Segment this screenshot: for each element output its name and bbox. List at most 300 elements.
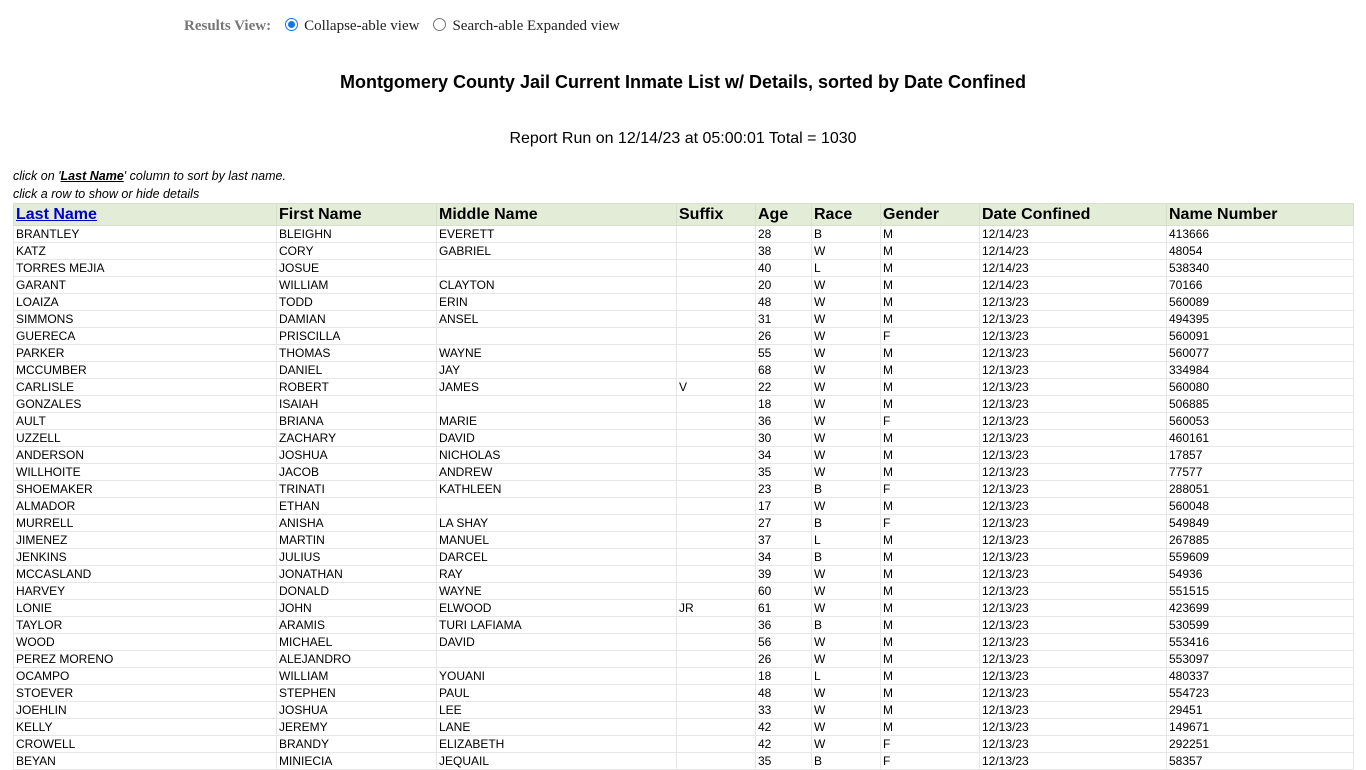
cell-date-confined: 12/14/23 (980, 226, 1167, 243)
cell-date-confined: 12/13/23 (980, 617, 1167, 634)
cell-race: W (812, 243, 881, 260)
cell-first-name: JOSHUA (277, 702, 437, 719)
cell-middle-name: YOUANI (437, 668, 677, 685)
cell-middle-name: WAYNE (437, 345, 677, 362)
cell-race: W (812, 600, 881, 617)
cell-age: 34 (756, 447, 812, 464)
table-row[interactable] (14, 362, 1354, 379)
cell-date-confined: 12/13/23 (980, 294, 1167, 311)
cell-middle-name: ANSEL (437, 311, 677, 328)
cell-age: 42 (756, 719, 812, 736)
cell-middle-name (437, 260, 677, 277)
cell-suffix (677, 362, 756, 379)
cell-gender: M (881, 498, 980, 515)
cell-name-number: 553097 (1167, 651, 1354, 668)
column-header-first-name: First Name (277, 204, 437, 226)
cell-gender: F (881, 753, 980, 770)
cell-name-number: 530599 (1167, 617, 1354, 634)
cell-last-name: MCCUMBER (14, 362, 277, 379)
cell-middle-name: RAY (437, 566, 677, 583)
cell-suffix (677, 243, 756, 260)
table-row[interactable] (14, 702, 1354, 719)
report-run-info: Report Run on 12/14/23 at 05:00:01 Total = 1030 (509, 130, 857, 147)
cell-last-name: TAYLOR (14, 617, 277, 634)
cell-first-name: TRINATI (277, 481, 437, 498)
cell-age: 42 (756, 736, 812, 753)
cell-middle-name: DARCEL (437, 549, 677, 566)
cell-age: 27 (756, 515, 812, 532)
cell-race: W (812, 413, 881, 430)
cell-age: 35 (756, 753, 812, 770)
cell-age: 18 (756, 396, 812, 413)
cell-first-name: JOHN (277, 600, 437, 617)
cell-last-name: SIMMONS (14, 311, 277, 328)
cell-gender: M (881, 566, 980, 583)
cell-first-name: ISAIAH (277, 396, 437, 413)
cell-suffix (677, 617, 756, 634)
cell-first-name: ETHAN (277, 498, 437, 515)
cell-race: W (812, 328, 881, 345)
cell-middle-name: LANE (437, 719, 677, 736)
cell-race: W (812, 702, 881, 719)
cell-gender: M (881, 311, 980, 328)
cell-age: 39 (756, 566, 812, 583)
cell-age: 68 (756, 362, 812, 379)
cell-last-name: BEYAN (14, 753, 277, 770)
cell-race: W (812, 379, 881, 396)
cell-first-name: JULIUS (277, 549, 437, 566)
cell-middle-name (437, 651, 677, 668)
cell-first-name: ROBERT (277, 379, 437, 396)
cell-date-confined: 12/13/23 (980, 345, 1167, 362)
cell-age: 26 (756, 651, 812, 668)
cell-race: W (812, 362, 881, 379)
sort-hint-suffix: ' column to sort by last name. (123, 169, 286, 183)
table-row[interactable] (14, 430, 1354, 447)
cell-middle-name: ELIZABETH (437, 736, 677, 753)
table-row[interactable] (14, 719, 1354, 736)
cell-last-name: CROWELL (14, 736, 277, 753)
cell-date-confined: 12/13/23 (980, 379, 1167, 396)
cell-race: W (812, 294, 881, 311)
cell-date-confined: 12/13/23 (980, 736, 1167, 753)
cell-date-confined: 12/13/23 (980, 583, 1167, 600)
cell-race: B (812, 481, 881, 498)
collapseable-view-label[interactable]: Collapse-able view (304, 17, 420, 34)
cell-race: W (812, 719, 881, 736)
table-row[interactable] (14, 566, 1354, 583)
cell-suffix (677, 753, 756, 770)
cell-race: W (812, 566, 881, 583)
cell-age: 38 (756, 243, 812, 260)
cell-name-number: 560053 (1167, 413, 1354, 430)
table-row[interactable] (14, 447, 1354, 464)
cell-name-number: 17857 (1167, 447, 1354, 464)
cell-age: 26 (756, 328, 812, 345)
cell-first-name: JACOB (277, 464, 437, 481)
cell-suffix (677, 702, 756, 719)
cell-middle-name: DAVID (437, 430, 677, 447)
cell-date-confined: 12/13/23 (980, 651, 1167, 668)
table-row[interactable] (14, 617, 1354, 634)
cell-age: 34 (756, 549, 812, 566)
cell-name-number: 480337 (1167, 668, 1354, 685)
cell-race: B (812, 515, 881, 532)
cell-first-name: ALEJANDRO (277, 651, 437, 668)
table-header-row (14, 204, 1354, 226)
cell-middle-name: WAYNE (437, 583, 677, 600)
table-row[interactable] (14, 345, 1354, 362)
cell-first-name: PRISCILLA (277, 328, 437, 345)
cell-gender: M (881, 651, 980, 668)
cell-middle-name: MANUEL (437, 532, 677, 549)
cell-race: B (812, 617, 881, 634)
cell-age: 28 (756, 226, 812, 243)
table-row[interactable] (14, 634, 1354, 651)
cell-age: 55 (756, 345, 812, 362)
cell-middle-name: GABRIEL (437, 243, 677, 260)
cell-middle-name: ANDREW (437, 464, 677, 481)
cell-first-name: WILLIAM (277, 668, 437, 685)
cell-age: 17 (756, 498, 812, 515)
cell-middle-name: MARIE (437, 413, 677, 430)
cell-middle-name: CLAYTON (437, 277, 677, 294)
cell-middle-name: LA SHAY (437, 515, 677, 532)
table-row[interactable] (14, 753, 1354, 770)
sort-hint-link: Last Name (60, 169, 124, 183)
results-view-selector (184, 16, 634, 36)
table-row[interactable] (14, 549, 1354, 566)
searchable-expanded-view-option[interactable] (433, 18, 619, 35)
cell-suffix (677, 464, 756, 481)
cell-date-confined: 12/13/23 (980, 515, 1167, 532)
cell-middle-name: PAUL (437, 685, 677, 702)
cell-date-confined: 12/13/23 (980, 447, 1167, 464)
cell-middle-name: KATHLEEN (437, 481, 677, 498)
cell-suffix (677, 583, 756, 600)
cell-date-confined: 12/13/23 (980, 362, 1167, 379)
cell-last-name: SHOEMAKER (14, 481, 277, 498)
cell-suffix (677, 498, 756, 515)
cell-middle-name: JAY (437, 362, 677, 379)
cell-race: L (812, 532, 881, 549)
table-row[interactable] (14, 498, 1354, 515)
cell-name-number: 560048 (1167, 498, 1354, 515)
cell-suffix (677, 294, 756, 311)
cell-name-number: 494395 (1167, 311, 1354, 328)
cell-last-name: MURRELL (14, 515, 277, 532)
cell-last-name: JIMENEZ (14, 532, 277, 549)
inmate-table-body (14, 226, 1354, 770)
cell-gender: M (881, 702, 980, 719)
table-row[interactable] (14, 243, 1354, 260)
table-row[interactable] (14, 226, 1354, 243)
cell-last-name: LONIE (14, 600, 277, 617)
table-row[interactable] (14, 294, 1354, 311)
cell-gender: F (881, 736, 980, 753)
table-row[interactable] (14, 515, 1354, 532)
cell-first-name: CORY (277, 243, 437, 260)
cell-race: W (812, 447, 881, 464)
table-row[interactable] (14, 328, 1354, 345)
inmate-table (13, 203, 1354, 770)
cell-name-number: 288051 (1167, 481, 1354, 498)
cell-suffix (677, 345, 756, 362)
cell-first-name: MICHAEL (277, 634, 437, 651)
cell-date-confined: 12/13/23 (980, 634, 1167, 651)
cell-last-name: STOEVER (14, 685, 277, 702)
cell-name-number: 549849 (1167, 515, 1354, 532)
table-row[interactable] (14, 260, 1354, 277)
cell-age: 37 (756, 532, 812, 549)
cell-suffix (677, 719, 756, 736)
cell-race: W (812, 430, 881, 447)
table-row[interactable] (14, 685, 1354, 702)
cell-gender: F (881, 515, 980, 532)
cell-age: 30 (756, 430, 812, 447)
cell-last-name: WOOD (14, 634, 277, 651)
cell-suffix (677, 736, 756, 753)
column-header-middle-name: Middle Name (437, 204, 677, 226)
cell-first-name: MARTIN (277, 532, 437, 549)
cell-age: 48 (756, 685, 812, 702)
cell-age: 48 (756, 294, 812, 311)
cell-date-confined: 12/13/23 (980, 668, 1167, 685)
cell-first-name: BLEIGHN (277, 226, 437, 243)
cell-gender: M (881, 583, 980, 600)
cell-first-name: BRANDY (277, 736, 437, 753)
cell-last-name: GUERECA (14, 328, 277, 345)
cell-first-name: THOMAS (277, 345, 437, 362)
cell-age: 35 (756, 464, 812, 481)
cell-last-name: WILLHOITE (14, 464, 277, 481)
cell-date-confined: 12/13/23 (980, 430, 1167, 447)
table-row[interactable] (14, 736, 1354, 753)
cell-first-name: ZACHARY (277, 430, 437, 447)
cell-name-number: 48054 (1167, 243, 1354, 260)
column-header-name-number: Name Number (1167, 204, 1354, 226)
cell-race: W (812, 311, 881, 328)
cell-race: W (812, 651, 881, 668)
cell-last-name: TORRES MEJIA (14, 260, 277, 277)
cell-date-confined: 12/13/23 (980, 413, 1167, 430)
cell-name-number: 560080 (1167, 379, 1354, 396)
cell-race: W (812, 634, 881, 651)
column-header-suffix: Suffix (677, 204, 756, 226)
cell-name-number: 413666 (1167, 226, 1354, 243)
cell-middle-name: ELWOOD (437, 600, 677, 617)
cell-name-number: 149671 (1167, 719, 1354, 736)
cell-race: B (812, 753, 881, 770)
cell-suffix (677, 328, 756, 345)
cell-first-name: JOSHUA (277, 447, 437, 464)
cell-age: 60 (756, 583, 812, 600)
collapseable-view-radio[interactable] (285, 18, 298, 31)
cell-gender: M (881, 277, 980, 294)
cell-race: W (812, 345, 881, 362)
cell-race: W (812, 583, 881, 600)
cell-first-name: JOSUE (277, 260, 437, 277)
cell-name-number: 559609 (1167, 549, 1354, 566)
table-row[interactable] (14, 481, 1354, 498)
cell-first-name: BRIANA (277, 413, 437, 430)
cell-last-name: OCAMPO (14, 668, 277, 685)
cell-name-number: 423699 (1167, 600, 1354, 617)
cell-name-number: 506885 (1167, 396, 1354, 413)
collapseable-view-option[interactable] (285, 18, 419, 35)
cell-name-number: 538340 (1167, 260, 1354, 277)
cell-gender: M (881, 464, 980, 481)
cell-race: W (812, 498, 881, 515)
cell-suffix (677, 481, 756, 498)
cell-name-number: 334984 (1167, 362, 1354, 379)
cell-date-confined: 12/13/23 (980, 600, 1167, 617)
column-header-last-name[interactable] (14, 204, 277, 226)
cell-last-name: JENKINS (14, 549, 277, 566)
cell-date-confined: 12/13/23 (980, 328, 1167, 345)
cell-race: W (812, 277, 881, 294)
cell-age: 20 (756, 277, 812, 294)
cell-suffix (677, 277, 756, 294)
cell-gender: M (881, 294, 980, 311)
cell-age: 22 (756, 379, 812, 396)
column-header-race: Race (812, 204, 881, 226)
cell-race: L (812, 260, 881, 277)
cell-middle-name (437, 396, 677, 413)
cell-suffix (677, 447, 756, 464)
cell-name-number: 58357 (1167, 753, 1354, 770)
column-header-date-confined: Date Confined (980, 204, 1167, 226)
cell-first-name: JONATHAN (277, 566, 437, 583)
cell-race: B (812, 226, 881, 243)
column-header-gender: Gender (881, 204, 980, 226)
cell-age: 61 (756, 600, 812, 617)
cell-date-confined: 12/13/23 (980, 498, 1167, 515)
cell-last-name: KELLY (14, 719, 277, 736)
cell-first-name: ANISHA (277, 515, 437, 532)
searchable-expanded-view-radio[interactable] (433, 18, 446, 31)
table-row[interactable] (14, 277, 1354, 294)
cell-last-name: BRANTLEY (14, 226, 277, 243)
cell-date-confined: 12/13/23 (980, 311, 1167, 328)
cell-suffix (677, 515, 756, 532)
cell-suffix (677, 685, 756, 702)
cell-gender: F (881, 481, 980, 498)
cell-age: 33 (756, 702, 812, 719)
table-row[interactable] (14, 311, 1354, 328)
cell-date-confined: 12/13/23 (980, 719, 1167, 736)
cell-suffix (677, 634, 756, 651)
cell-gender: M (881, 719, 980, 736)
cell-suffix (677, 668, 756, 685)
cell-age: 56 (756, 634, 812, 651)
cell-age: 36 (756, 617, 812, 634)
cell-middle-name: JAMES (437, 379, 677, 396)
cell-first-name: WILLIAM (277, 277, 437, 294)
searchable-expanded-view-label[interactable]: Search-able Expanded view (452, 17, 620, 34)
cell-suffix (677, 549, 756, 566)
cell-date-confined: 12/13/23 (980, 532, 1167, 549)
cell-middle-name: ERIN (437, 294, 677, 311)
cell-middle-name (437, 498, 677, 515)
cell-date-confined: 12/13/23 (980, 549, 1167, 566)
cell-first-name: MINIECIA (277, 753, 437, 770)
cell-name-number: 560091 (1167, 328, 1354, 345)
cell-age: 36 (756, 413, 812, 430)
sort-by-last-name-link[interactable]: Last Name (16, 205, 97, 223)
cell-age: 40 (756, 260, 812, 277)
cell-name-number: 54936 (1167, 566, 1354, 583)
cell-last-name: CARLISLE (14, 379, 277, 396)
cell-race: W (812, 736, 881, 753)
cell-middle-name: TURI LAFIAMA (437, 617, 677, 634)
cell-gender: M (881, 243, 980, 260)
table-row[interactable] (14, 532, 1354, 549)
cell-gender: M (881, 600, 980, 617)
cell-last-name: PEREZ MORENO (14, 651, 277, 668)
cell-race: L (812, 668, 881, 685)
cell-gender: M (881, 430, 980, 447)
cell-race: W (812, 396, 881, 413)
sort-hint (13, 169, 286, 183)
table-row[interactable] (14, 668, 1354, 685)
cell-date-confined: 12/13/23 (980, 685, 1167, 702)
cell-name-number: 551515 (1167, 583, 1354, 600)
cell-gender: M (881, 379, 980, 396)
cell-date-confined: 12/13/23 (980, 753, 1167, 770)
page-title: Montgomery County Jail Current Inmate List w/ Details, sorted by Date Confined (339, 72, 1027, 92)
cell-last-name: ALMADOR (14, 498, 277, 515)
cell-middle-name: NICHOLAS (437, 447, 677, 464)
table-row[interactable] (14, 464, 1354, 481)
cell-gender: M (881, 345, 980, 362)
cell-race: B (812, 549, 881, 566)
cell-last-name: HARVEY (14, 583, 277, 600)
cell-middle-name: EVERETT (437, 226, 677, 243)
cell-name-number: 267885 (1167, 532, 1354, 549)
table-row[interactable] (14, 413, 1354, 430)
cell-gender: M (881, 634, 980, 651)
cell-first-name: TODD (277, 294, 437, 311)
cell-name-number: 460161 (1167, 430, 1354, 447)
cell-suffix (677, 413, 756, 430)
cell-gender: M (881, 617, 980, 634)
table-row[interactable] (14, 379, 1354, 396)
cell-suffix (677, 226, 756, 243)
cell-last-name: LOAIZA (14, 294, 277, 311)
cell-date-confined: 12/13/23 (980, 481, 1167, 498)
cell-race: W (812, 464, 881, 481)
cell-age: 31 (756, 311, 812, 328)
cell-middle-name: JEQUAIL (437, 753, 677, 770)
table-row[interactable] (14, 651, 1354, 668)
cell-name-number: 553416 (1167, 634, 1354, 651)
cell-gender: F (881, 328, 980, 345)
cell-gender: M (881, 260, 980, 277)
cell-last-name: KATZ (14, 243, 277, 260)
cell-last-name: GARANT (14, 277, 277, 294)
cell-name-number: 77577 (1167, 464, 1354, 481)
table-row[interactable] (14, 396, 1354, 413)
sort-hint-prefix: click on ' (13, 169, 61, 183)
cell-date-confined: 12/13/23 (980, 396, 1167, 413)
table-row[interactable] (14, 600, 1354, 617)
cell-name-number: 70166 (1167, 277, 1354, 294)
table-row[interactable] (14, 583, 1354, 600)
cell-date-confined: 12/14/23 (980, 243, 1167, 260)
cell-first-name: DANIEL (277, 362, 437, 379)
cell-suffix (677, 396, 756, 413)
